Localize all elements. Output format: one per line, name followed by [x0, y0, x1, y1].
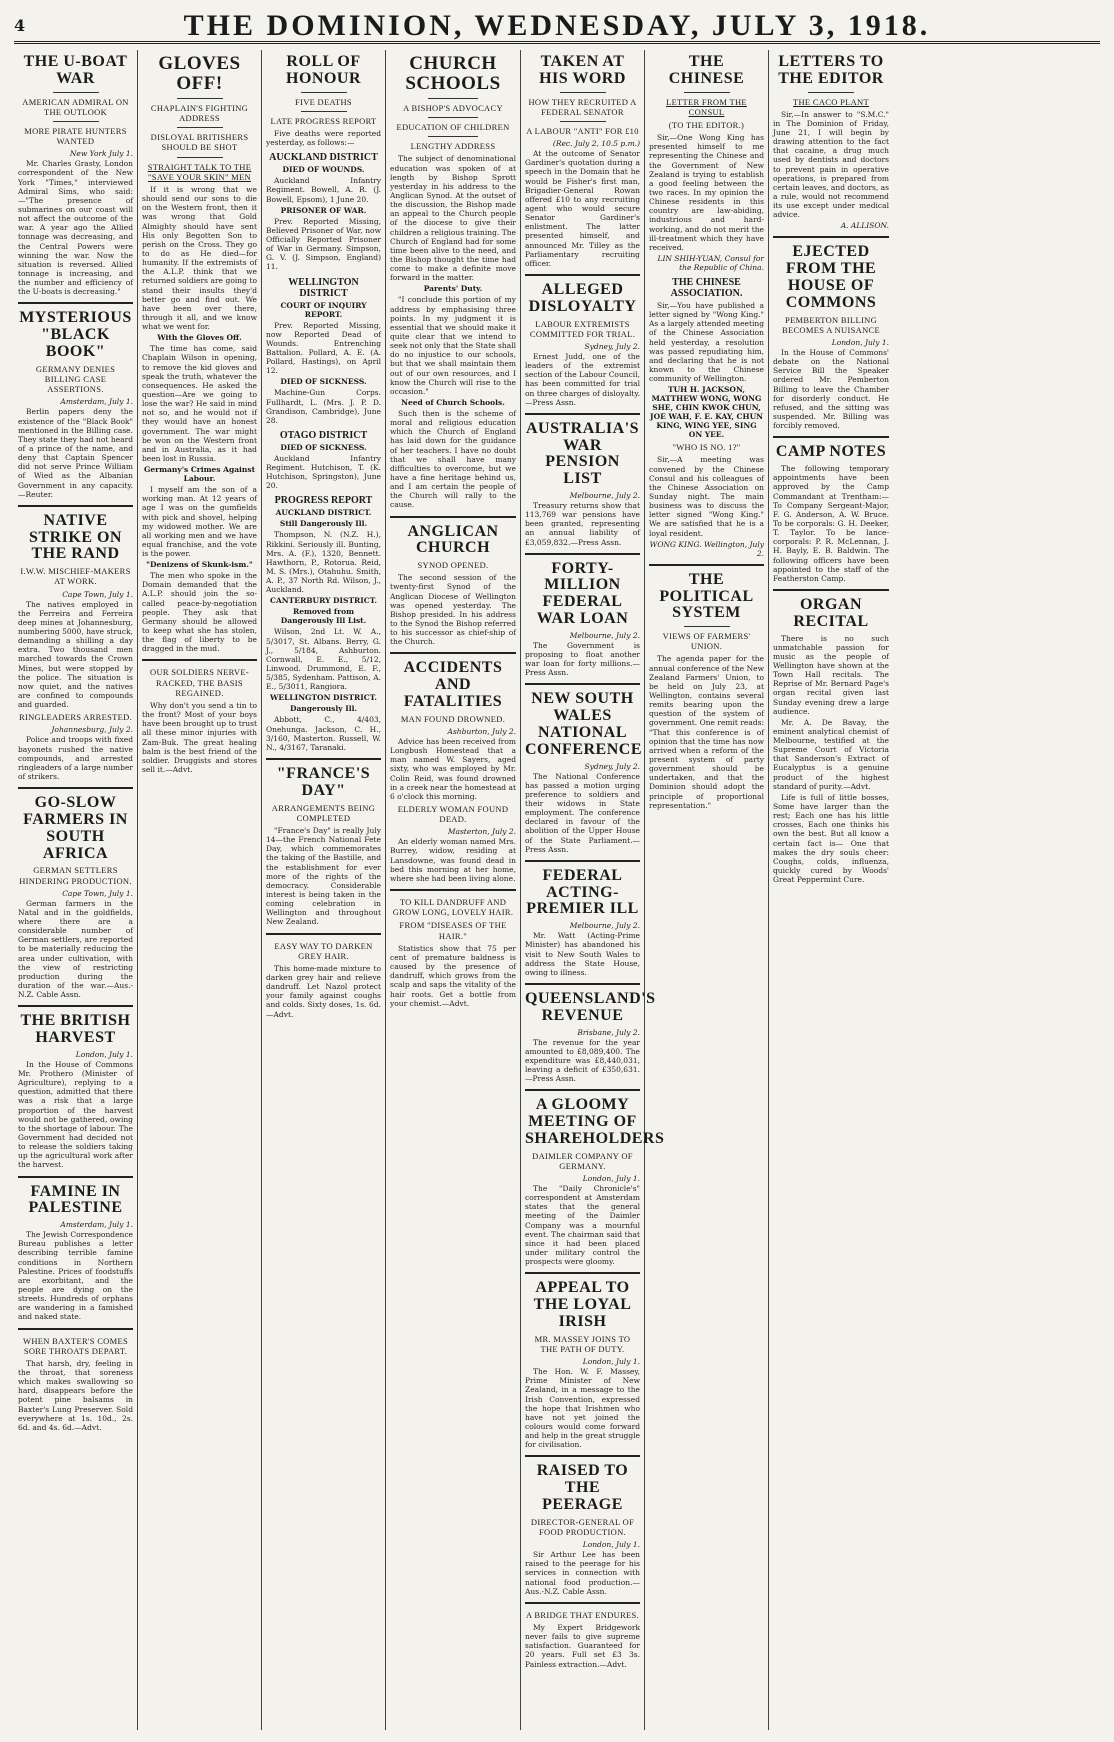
headline: ANGLICAN CHURCH	[407, 522, 499, 557]
paragraph: Auckland Infantry Regiment. Hutchison, T. (K. Hutchison, Springston), June 20.	[266, 453, 381, 491]
casualty-list	[266, 530, 381, 594]
divider	[53, 92, 99, 93]
article-body	[525, 931, 640, 977]
headline: GLOVES OFF!	[158, 53, 241, 94]
divider	[301, 111, 347, 112]
divider	[18, 505, 133, 507]
divider	[18, 302, 133, 304]
headline: ACCIDENTS AND FATALITIES	[403, 659, 503, 710]
paragraph: Prev. Reported Missing, now Reported Dead of Wounds. Entrenching Battalion. Pollard, A. E. (A. Pollard, Hastings), on April 12.	[266, 320, 381, 376]
subhead: ELDERLY WOMAN FOUND DEAD.	[397, 803, 509, 825]
article-body	[525, 149, 640, 268]
divider	[525, 1272, 640, 1274]
article-body	[773, 634, 889, 716]
paragraph: The Government is proposing to float another war loan for forty millions.—Press Assn.	[525, 640, 640, 678]
subhead: AMERICAN ADMIRAL ON THE OUTLOOK	[22, 96, 129, 117]
casualty-list	[266, 627, 381, 691]
divider	[177, 98, 223, 99]
headline: GO-SLOW FARMERS IN SOUTH AFRICA	[23, 794, 128, 862]
advert-heading: A BRIDGE THAT ENDURES.	[525, 1609, 640, 1620]
category-heading: DIED OF WOUNDS.	[282, 165, 365, 175]
subhead: "WHO IS NO. 1?"	[672, 442, 741, 453]
headline: NEW SOUTH WALES NATIONAL CONFERENCE	[525, 690, 643, 758]
subhead: A BISHOP'S ADVOCACY	[403, 102, 503, 113]
article-body	[773, 464, 889, 583]
dateline: London, July 1.	[75, 1049, 133, 1059]
dateline: Amsterdam, July 1.	[60, 1220, 133, 1230]
paragraph: I myself am the son of a working man. At 12 years of age I was on the gumfields with pick and shovel, helping my widowed mother. We are all working men and we have equal franchise, and the vote is the power.	[142, 485, 257, 559]
letter-signature: LIN SHIH-YUAN, Consul for the Republic of China.	[657, 253, 764, 272]
paragraph: The revenue for the year amounted to £8,089,400. The expenditure was £8,440,031, leaving a deficit of £350,631.—Press Assn.	[525, 1037, 640, 1084]
advert-subheading: FROM "DISEASES OF THE HAIR."	[399, 920, 507, 941]
article-body	[266, 826, 381, 927]
section-heading: "Denizens of Skunk-ism."	[146, 560, 253, 570]
paragraph: The following temporary appointments have been approved by the Camp Commandant at Trentham:—To Company Sergeant-Major, F. G. Anderson, A. W. Bruce. To be corporals: G. H. Deeker, T. Taylor. To be lance-corporals: P. R. McLennan, J. H. Bayly, E. B. Baldwin. The following officers have been appointed to the staff of the Featherston Camp.	[773, 464, 889, 583]
divider	[428, 98, 478, 99]
article-body	[18, 1230, 133, 1321]
advert-body	[525, 1623, 640, 1669]
paragraph: The "Daily Chronicle's" correspondent at Amsterdam states that the general meeting of the Daimler Company was a mournful event. The chairman said that since it had been placed under military control the prospects were gloomy.	[525, 1184, 640, 1267]
divider	[525, 1089, 640, 1091]
column-5	[521, 50, 665, 1730]
category-heading: WELLINGTON DISTRICT.	[270, 693, 377, 703]
column-3	[262, 50, 386, 1730]
district-heading: WELLINGTON DISTRICT	[288, 276, 359, 299]
headline: QUEENSLAND'S REVENUE	[525, 989, 656, 1024]
paragraph: The National Conference has passed a motion urging preference to soldiers and their widows in State employment. The conference declared in favour of the abolition of the Upper House of the State Parliament.—Press Assn.	[525, 771, 640, 854]
subhead: SYNOD OPENED.	[417, 560, 489, 571]
paragraph: Why don't you send a tin to the front? Most of your boys have been brought up to trust all these minor injuries with Zam-Buk. The great healing balm is the best friend of the soldier. Druggists and stores sell it.—Advt.	[142, 701, 257, 775]
paragraph: The agenda paper for the annual conference of the New Zealand Farmers' Union, to be held on July 23, at Wellington, contains several remits bearing upon the question of the system of government. One remit reads: "That this conference is of opinion that the time has now arrived when a reform of the present system of party government should be undertaken, and that the Dominion should adopt the principle of proportional representation."	[649, 654, 764, 810]
section-heading: THE CHINESE ASSOCIATION.	[670, 276, 743, 299]
letter-signature: WONG KING. Wellington, July 2.	[649, 539, 764, 558]
district-heading: OTAGO DISTRICT	[279, 429, 368, 441]
divider	[773, 436, 889, 438]
article-body	[18, 899, 133, 1000]
letter-body	[649, 301, 764, 383]
headline: NATIVE STRIKE ON THE RAND	[29, 511, 122, 563]
casualty-list	[266, 321, 381, 376]
advert-heading: EASY WAY TO DARKEN GREY HAIR.	[274, 940, 373, 961]
divider	[428, 117, 478, 118]
article-body	[18, 735, 133, 781]
paragraph: In the House of Commons Mr. Prothero (Minister of Agriculture), replying to a question, admitted that there was a risk that a large proportion of the harvest would not be gathered, owing to the shortage of labour. The Government had decided not to release the soldiers taking up the agricultural work after the harvest.	[18, 1059, 133, 1170]
paragraph: My Expert Bridgework never fails to give supreme satisfaction. Guaranteed for 20 years. Full set £3 3s. Painless extraction.—Advt.	[525, 1623, 640, 1669]
paragraph: Sir Arthur Lee has been raised to the peerage for his services in connection with national food production.—Aus.-N.Z. Cable Assn.	[525, 1550, 640, 1596]
divider	[525, 274, 640, 276]
subhead: VIEWS OF FARMERS' UNION.	[662, 631, 751, 652]
divider	[525, 683, 640, 685]
headline: "FRANCE'S DAY"	[276, 765, 371, 799]
paragraph: Sir,—In answer to "S.M.C." in The Dominion of Friday, June 21, I will begin by drawing attention to the fact that cacaine, a drug much used by dentists and doctors to prevent pain in operative operations, is prepared from certain leaves, and doctors, as a rule, would not recommend its use except under medical advice.	[773, 109, 889, 220]
paragraph: There is no such unmatchable passion for music as the people of Wellington have shown at the Town Hall recitals. The Reprise of Mr. Bernard Page's organ recital given last Sunday evening drew a large audience.	[773, 633, 889, 716]
paragraph: In the House of Commons' debate on the National Service Bill the Speaker ordered Mr. Pemberton Billing to leave the Chamber for disorderly conduct. He refused, and the sitting was suspended. Mr. Billing was forcibly removed.	[773, 348, 889, 431]
subhead: STRAIGHT TALK TO THE "SAVE YOUR SKIN" MEN	[147, 161, 252, 182]
article-body	[525, 1367, 640, 1449]
letter-signatories: TUH H. JACKSON, MATTHEW WONG, WONG SHE, CHIN KWOK CHUN, JOE WAH, F. E. KAY, CHUN KING, WING YEE, SING ON YEE.	[650, 385, 763, 440]
casualty-list	[266, 176, 381, 203]
subhead: I.W.W. MISCHIEF-MAKERS AT WORK.	[20, 566, 131, 587]
divider	[266, 758, 381, 760]
headline: AUSTRALIA'S WAR PENSION LIST	[525, 419, 640, 488]
dateline: Sydney, July 2.	[584, 341, 640, 351]
letter-body	[773, 110, 889, 220]
headline: A GLOOMY MEETING OF SHAREHOLDERS	[525, 1096, 665, 1147]
headline: FORTY-MILLION FEDERAL WAR LOAN	[536, 559, 629, 628]
dateline: Brisbane, July 2.	[577, 1027, 640, 1037]
paragraph: Sir,—A meeting was convened by the Chinese Consul and his colleagues of the Chinese Association on Sunday night. The main business was to discuss the letter signed "Wong King." We are satisfied that he is a loyal resident.	[649, 455, 764, 538]
article-body	[525, 501, 640, 547]
dateline: New York July 1.	[69, 149, 133, 159]
divider	[177, 157, 223, 158]
subhead: MR. MASSEY JOINS TO THE PATH OF DUTY.	[534, 1333, 631, 1354]
dateline: Sydney, July 2.	[584, 761, 640, 771]
casualty-list	[266, 454, 381, 491]
subhead: (TO THE EDITOR.)	[668, 119, 745, 130]
divider	[560, 92, 606, 93]
casualty-list	[266, 217, 381, 272]
headline: CHURCH SCHOOLS	[405, 53, 501, 94]
divider	[390, 516, 516, 518]
paragraph: Prev. Reported Missing, Believed Prisoner of War, now Officially Reported Prisoner of War in Germany. Simpson, G. V. (J. Simpson, England) 11.	[266, 216, 381, 272]
article-body	[390, 295, 516, 396]
subhead: CHAPLAIN'S FIGHTING ADDRESS	[150, 102, 249, 124]
paragraph: Berlin papers deny the existence of the "Black Book" mentioned in the Billing case. They state they had not heard of a prince of the name, and deny that Captain Spencer did not serve Prince William of Wied as the Albanian Government in any capacity.—Reuter.	[18, 407, 133, 499]
article-body	[266, 129, 381, 147]
divider	[18, 787, 133, 789]
section-heading: Need of Church Schools.	[401, 397, 505, 407]
headline: THE CHINESE	[668, 53, 745, 87]
article-body	[390, 837, 516, 883]
headline: THE U-BOAT WAR	[23, 53, 128, 87]
column-4	[386, 50, 521, 1730]
column-7	[769, 50, 893, 1730]
divider	[177, 127, 223, 128]
dateline: London, July 1.	[831, 338, 889, 348]
dateline: Melbourne, July 2.	[569, 921, 640, 931]
category-heading: DIED OF SICKNESS.	[280, 442, 367, 452]
divider	[525, 1455, 640, 1457]
paragraph: Auckland Infantry Regiment. Bowell, A. R. (J. Bowell, Epsom), 1 June 20.	[266, 176, 381, 204]
headline: THE POLITICAL SYSTEM	[659, 570, 754, 622]
divider	[428, 136, 478, 137]
headline: MYSTERIOUS "BLACK BOOK"	[19, 309, 132, 361]
article-body	[390, 409, 516, 510]
page-number: 4	[14, 16, 26, 35]
subhead: LENGTHY ADDRESS	[410, 141, 496, 152]
headline: ALLEGED DISLOYALTY	[528, 280, 637, 315]
section-heading: With the Gloves Off.	[157, 333, 242, 343]
subhead: LATE PROGRESS REPORT	[270, 115, 377, 126]
divider	[390, 889, 516, 891]
divider	[773, 236, 889, 238]
letter-body	[649, 455, 764, 537]
divider	[649, 564, 764, 566]
headline: RAISED TO THE PEERAGE	[536, 1462, 629, 1513]
divider	[18, 1328, 133, 1330]
divider	[53, 121, 99, 122]
advert-verse	[773, 793, 889, 884]
subhead: DISLOYAL BRITISHERS SHOULD BE SHOT	[150, 132, 249, 153]
paragraph: "I conclude this portion of my address by emphasising three points. In my judgment it is essential that we should make it quite clear that we intend to seek not only that the State shall do no injustice to our schools, but that we shall maintain them out of our own resources, and I know the Church will rise to the occasion."	[390, 295, 516, 396]
article-body	[773, 348, 889, 430]
article-body	[142, 571, 257, 653]
headline: TAKEN AT HIS WORD	[539, 53, 626, 87]
section-heading: Parents' Duty.	[423, 284, 483, 294]
casualty-list	[266, 388, 381, 425]
divider	[525, 553, 640, 555]
article-body	[525, 641, 640, 678]
article-body	[390, 737, 516, 801]
dateline: Ashburton, July 2.	[447, 726, 516, 736]
article-body	[390, 573, 516, 646]
column-6	[645, 50, 769, 1730]
divider	[301, 92, 347, 93]
article-body	[18, 159, 133, 296]
paragraph: That harsh, dry, feeling in the throat, that soreness which makes swallowing so hard, disappears before the potent pine balsams in Baxter's Lung Preserver. Sold everywhere at 1s. 10d., 2s. 6d. and 4s. 6d.—Advt.	[18, 1358, 133, 1432]
paragraph: Treasury returns show that 113,769 war pensions have been granted, representing an annual liability of £3,059,832.—Press Assn.	[525, 500, 640, 547]
letter-body	[649, 133, 764, 252]
article-body	[18, 600, 133, 710]
divider	[525, 860, 640, 862]
paragraph: Ernest Judd, one of the leaders of the extremist section of the Labour Council, has been committed for trial on three charges of disloyalty.—Press Assn.	[525, 351, 640, 407]
article-body	[390, 154, 516, 282]
divider	[142, 659, 257, 661]
divider	[18, 1005, 133, 1007]
paragraph: The Hon. W. F. Massey, Prime Minister of New Zealand, in a message to the Irish Convention, expressed the hope that Irishmen who have not yet joined the colours would come forward and help in the great struggle for civilisation.	[525, 1367, 640, 1450]
paragraph: This home-made mixture to darken grey hair and relieve dandruff. Let Nazol protect your family against coughs and colds. Sixty doses, 1s. 6d.—Advt.	[266, 963, 381, 1019]
dateline: (Rec. July 2, 10.5 p.m.)	[552, 139, 640, 149]
divider	[560, 121, 606, 122]
divider	[773, 589, 889, 591]
dateline: Masterton, July 2.	[447, 827, 516, 837]
headline: THE BRITISH HARVEST	[20, 1012, 131, 1047]
divider	[266, 933, 381, 935]
subhead: GERMAN SETTLERS HINDERING PRODUCTION.	[19, 865, 132, 886]
paragraph: The natives employed in the Ferreira and Ferreira deep mines at Johannesburg, numbering 5000, have struck, demanding a shilling a day extra. Two thousand men marched towards the Crown Mines, but were stopped by the police. The situation is now quiet, and the natives are confined to compounds and guarded.	[18, 599, 133, 710]
column-2	[138, 50, 262, 1730]
category-heading: Dangerously Ill.	[289, 704, 358, 714]
article-body	[525, 1550, 640, 1596]
article-body	[525, 1184, 640, 1266]
paragraph: Advice has been received from Longbush Homestead that a man named W. Sayers, aged sixty, who was employed by Mr. Colin Reid, was found drowned in a creek near the homestead at 6 o'clock this morning.	[390, 736, 516, 801]
paragraph: The men who spoke in the Domain demanded that the A.L.P. should join the so-called peace-by-negotiation people. They ask that Germany should be allowed to keep what she has stolen, the flag of liberty to be dragged in the mud.	[142, 571, 257, 654]
subhead: HOW THEY RECRUITED A FEDERAL SENATOR	[528, 96, 637, 117]
headline: FAMINE IN PALESTINE	[28, 1182, 123, 1217]
subhead: MAN FOUND DROWNED.	[400, 713, 506, 724]
advert-body	[390, 944, 516, 1008]
advert-body	[142, 701, 257, 774]
advert-heading: TO KILL DANDRUFF AND GROW LONG, LOVELY HAIR.	[392, 897, 514, 918]
subhead: PEMBERTON BILLING BECOMES A NUISANCE	[782, 314, 880, 335]
section-heading: Germany's Crimes Against Labour.	[143, 465, 256, 484]
subhead: MORE PIRATE HUNTERS WANTED	[24, 125, 127, 147]
dateline: Melbourne, July 2.	[569, 490, 640, 500]
article-body	[142, 185, 257, 331]
headline: ROLL OF HONOUR	[286, 53, 361, 87]
subhead: DIRECTOR-GENERAL OF FOOD PRODUCTION.	[530, 1516, 635, 1537]
paragraph: Mr. Watt (Acting-Prime Minister) has abandoned his visit to New South Wales to address the State House, owing to illness.	[525, 931, 640, 977]
headline: LETTERS TO THE EDITOR	[778, 53, 884, 87]
headline: APPEAL TO THE LOYAL IRISH	[533, 1279, 632, 1330]
paragraph: Sir,—One Wong King has presented himself to me representing the Chinese and the Government of New Zealand is trying to establish a good feeling between the two races. In my opinion the Chinese residents in this country are law-abiding, industrious and hard-working, and do not merit the ill-treatment which they have received.	[649, 133, 764, 252]
advert-body	[266, 964, 381, 1019]
category-heading: Still Dangerously Ill.	[279, 519, 368, 529]
dateline: Johannesburg, July 2.	[51, 725, 133, 735]
divider	[808, 92, 854, 93]
paragraph: The subject of denominational education was spoken of at length by Bishop Sprott yesterday in his address to the Anglican Synod. At the outset of the discussion, the Bishop made an appeal to the Church people of the diocese to give their children a religious training. The Church of England had for some time been alive to the need, and the Bishop thought the time had come to make a definite move forward in the matter.	[390, 154, 516, 283]
subhead: A LABOUR "ANTI" FOR £10	[526, 125, 639, 136]
paragraph: Statistics show that 75 per cent of premature baldness is caused by the presence of dandruff, which grows from the scalp and saps the vitality of the hair roots. Get a bottle from your chemist.—Advt.	[390, 943, 516, 1008]
subhead: FIVE DEATHS	[295, 96, 352, 107]
masthead	[14, 10, 1100, 44]
article-body	[525, 772, 640, 854]
paragraph: German farmers in the Natal and in the goldfields, where there are a considerable number of German settlers, are reported to be materially reducing the area under cultivation, with the view of restricting production during the duration of the war.—Aus.-N.Z. Cable Assn.	[18, 898, 133, 1000]
paragraph: Police and troops with fixed bayonets rushed the native compounds, and arrested ringleaders of a large number of strikers.	[18, 735, 133, 782]
district-heading: PROGRESS REPORT	[274, 495, 373, 507]
subhead: DAIMLER COMPANY OF GERMANY.	[532, 1150, 633, 1171]
advert-heading: OUR SOLDIERS NERVE-RACKED, THE BASIS REGAINED.	[150, 667, 249, 698]
paragraph: At the outcome of Senator Gardiner's quotation during a speech in the Domain that he would be Fisher's first man, Brigadier-General Rowan offered £10 to any recruiting agent who would secure Senator Gardiner's enlistment. The latter presented himself, and announced Mr. Tilley as the Parliamentary recruiting officer.	[525, 149, 640, 268]
district-heading: AUCKLAND DISTRICT	[269, 152, 378, 164]
subhead: LABOUR EXTREMISTS COMMITTED FOR TRIAL.	[529, 318, 636, 339]
category-heading: Removed from Dangerously Ill List.	[280, 607, 367, 626]
divider	[684, 626, 730, 627]
paragraph: The Jewish Correspondence Bureau publishes a letter describing terrible famine conditions in Northern Palestine. Prices of foodstuffs are exorbitant, and the people are dying on the streets. Hundreds of orphans are wandering in a famished and naked state.	[18, 1230, 133, 1322]
subhead: GERMANY DENIES BILLING CASE ASSERTIONS.	[35, 363, 116, 395]
category-heading: DIED OF SICKNESS.	[280, 377, 367, 387]
column-1	[14, 50, 138, 1730]
letter-signature: A. ALLISON.	[840, 221, 889, 231]
newspaper-title: THE DOMINION, WEDNESDAY, JULY 3, 1918.	[183, 8, 931, 42]
paragraph: Wilson, 2nd Lt. W. A., 5/3017, St. Albans. Berry, G. J., 5/184, Ashburton. Cornwall, E. E., 5/12, Linwood. Drummond, E. F., 5/385, Sydenham. Pattison, A. E., 5/3011, Rangiora.	[266, 627, 381, 692]
article-body	[18, 1060, 133, 1170]
dateline: Melbourne, July 2.	[569, 630, 640, 640]
category-heading: CANTERBURY DISTRICT.	[270, 596, 377, 606]
paragraph: Life is full of little bosses, Some have larger than the rest; Each one has his little crosses, Each one thinks his own the best. But all know a certain fact is— One that makes the dry souls cheer: Coughs, colds, influenza, quickly cured by Woods' Great Peppermint Cure.	[773, 792, 889, 885]
subhead: RINGLEADERS ARRESTED.	[18, 712, 133, 723]
headline: ORGAN RECITAL	[793, 595, 869, 630]
advert-body	[773, 718, 889, 791]
category-heading: AUCKLAND DISTRICT.	[275, 508, 372, 518]
article-body	[525, 1038, 640, 1084]
category-heading: COURT OF INQUIRY REPORT.	[280, 300, 367, 319]
divider	[525, 983, 640, 985]
divider	[18, 1176, 133, 1178]
headline: EJECTED FROM THE HOUSE OF COMMONS	[785, 243, 877, 311]
dateline: London, July 1.	[582, 1174, 640, 1184]
columns	[14, 50, 1100, 1730]
dateline: Cape Town, July 1.	[62, 888, 133, 898]
paragraph: An elderly woman named Mrs. Burrey, widow, residing at Lansdowne, was found dead in bed this morning at her home, where she had been living alone.	[390, 837, 516, 883]
subhead: LETTER FROM THE CONSUL	[666, 96, 747, 117]
dateline: London, July 1.	[582, 1357, 640, 1367]
paragraph: If it is wrong that we should send our sons to die on the Western front, then it was wrong that Gold Almighty should have sent His only Begotten Son to perish on the Cross. They go to do as He died—for humanity. If the extremists of the A.L.P. think that we returned soldiers are going to stand their insults they'd better go and find out. We have been over there, through it all, and we know what we went for.	[142, 185, 257, 332]
dateline: London, July 1.	[582, 1540, 640, 1550]
paragraph: Five deaths were reported yesterday, as follows:—	[266, 128, 381, 148]
paragraph: Sir,—You have published a letter signed by "Wong King." As a largely attended meeting of the Chinese Association held yesterday, a resolution was passed repudiating him, and declaring that he is not known to the Chinese community of Wellington.	[649, 300, 764, 384]
divider	[525, 1602, 640, 1604]
paragraph: Abbott, C., 4/403, Onehunga. Jackson, C. H., 3/160, Masterton. Russell, W. N., 4/3167, Taranaki.	[266, 715, 381, 752]
paragraph: The time has come, said Chaplain Wilson in opening, to remove the kid gloves and speak the truth, whatever the consequences. He asked the question—Are we going to lose the war? He said in mind not so, and he would not if they would have an honest government. The war might be won on the Western front and in Australia, as it had been lost in Russia.	[142, 344, 257, 463]
subhead: THE CACO PLANT	[793, 96, 869, 107]
paragraph: Thompson, N. (N.Z. H.), Rikkini. Seriously ill. Bunting, Mrs. A. (F.), 1320, Bennett. Hawthorn, P., Rotorua. Reid, M. S. (Mrs.), Otahuhu. Smith, A. P., 37 North Rd. Wilson, J., Auckland.	[266, 530, 381, 595]
article-body	[525, 352, 640, 407]
casualty-list	[266, 715, 381, 752]
paragraph: Mr. A. De Bavay, the eminent analytical chemist of Melbourne, testified at the Supreme Court of Victoria that Sanderson's Extract of Eucalyptus is a genuine product of the highest standard of purity.—Advt.	[773, 717, 889, 791]
subhead: EDUCATION OF CHILDREN	[396, 122, 510, 133]
headline: FEDERAL ACTING-PREMIER ILL	[526, 866, 639, 918]
divider	[390, 652, 516, 654]
paragraph: Mr. Charles Grasty, London correspondent of the New York "Times," interviewed Admiral Sims, who said:—"The presence of submarines on our coast will not affect the outcome of the war. A year ago the Allied tonnage was decreasing, and the Central Powers were winning the war. Now the situation is reversed. Allied tonnage is increasing, and the number and efficiency of the U-boats is decreasing."	[18, 159, 133, 297]
paragraph: "France's Day" is really July 14—the French National Fete Day, which commemorates the taking of the Bastille, and the establishment for ever more of the rights of the democracy. Considerable interest is being taken in the coming celebration in Wellington and throughout New Zealand.	[266, 825, 381, 927]
paragraph: The second session of the twenty-first Synod of the Anglican Diocese of Wellington was opened yesterday. The Bishop presided. In his address to the Synod the Bishop referred to his successor as chief-ship of the Church.	[390, 573, 516, 647]
category-heading: PRISONER OF WAR.	[280, 205, 367, 215]
article-body	[649, 654, 764, 809]
dateline: Cape Town, July 1.	[62, 589, 133, 599]
paragraph: Such then is the scheme of moral and religious education which the Church of England has laid down for the guidance of her teachers. I have no doubt that we shall have many difficulties to overcome, but we have a fine heritage behind us, and I am certain the people of the Church will rally to the cause.	[390, 408, 516, 510]
advert-body	[18, 1359, 133, 1432]
article-body	[18, 407, 133, 498]
subhead: ARRANGEMENTS BEING COMPLETED	[271, 802, 376, 823]
divider	[525, 413, 640, 415]
divider	[684, 92, 730, 93]
headline: CAMP NOTES	[775, 443, 887, 461]
article-body	[142, 344, 257, 463]
article-body	[142, 485, 257, 558]
paragraph: Machine-Gun Corps. Fullhardt, L. (Mrs. J. P. D. Grandison, Cambridge), June 28.	[266, 388, 381, 425]
advert-heading: WHEN BAXTER'S COMES SORE THROATS DEPART.	[23, 1335, 128, 1356]
dateline: Amsterdam, July 1.	[60, 397, 133, 407]
